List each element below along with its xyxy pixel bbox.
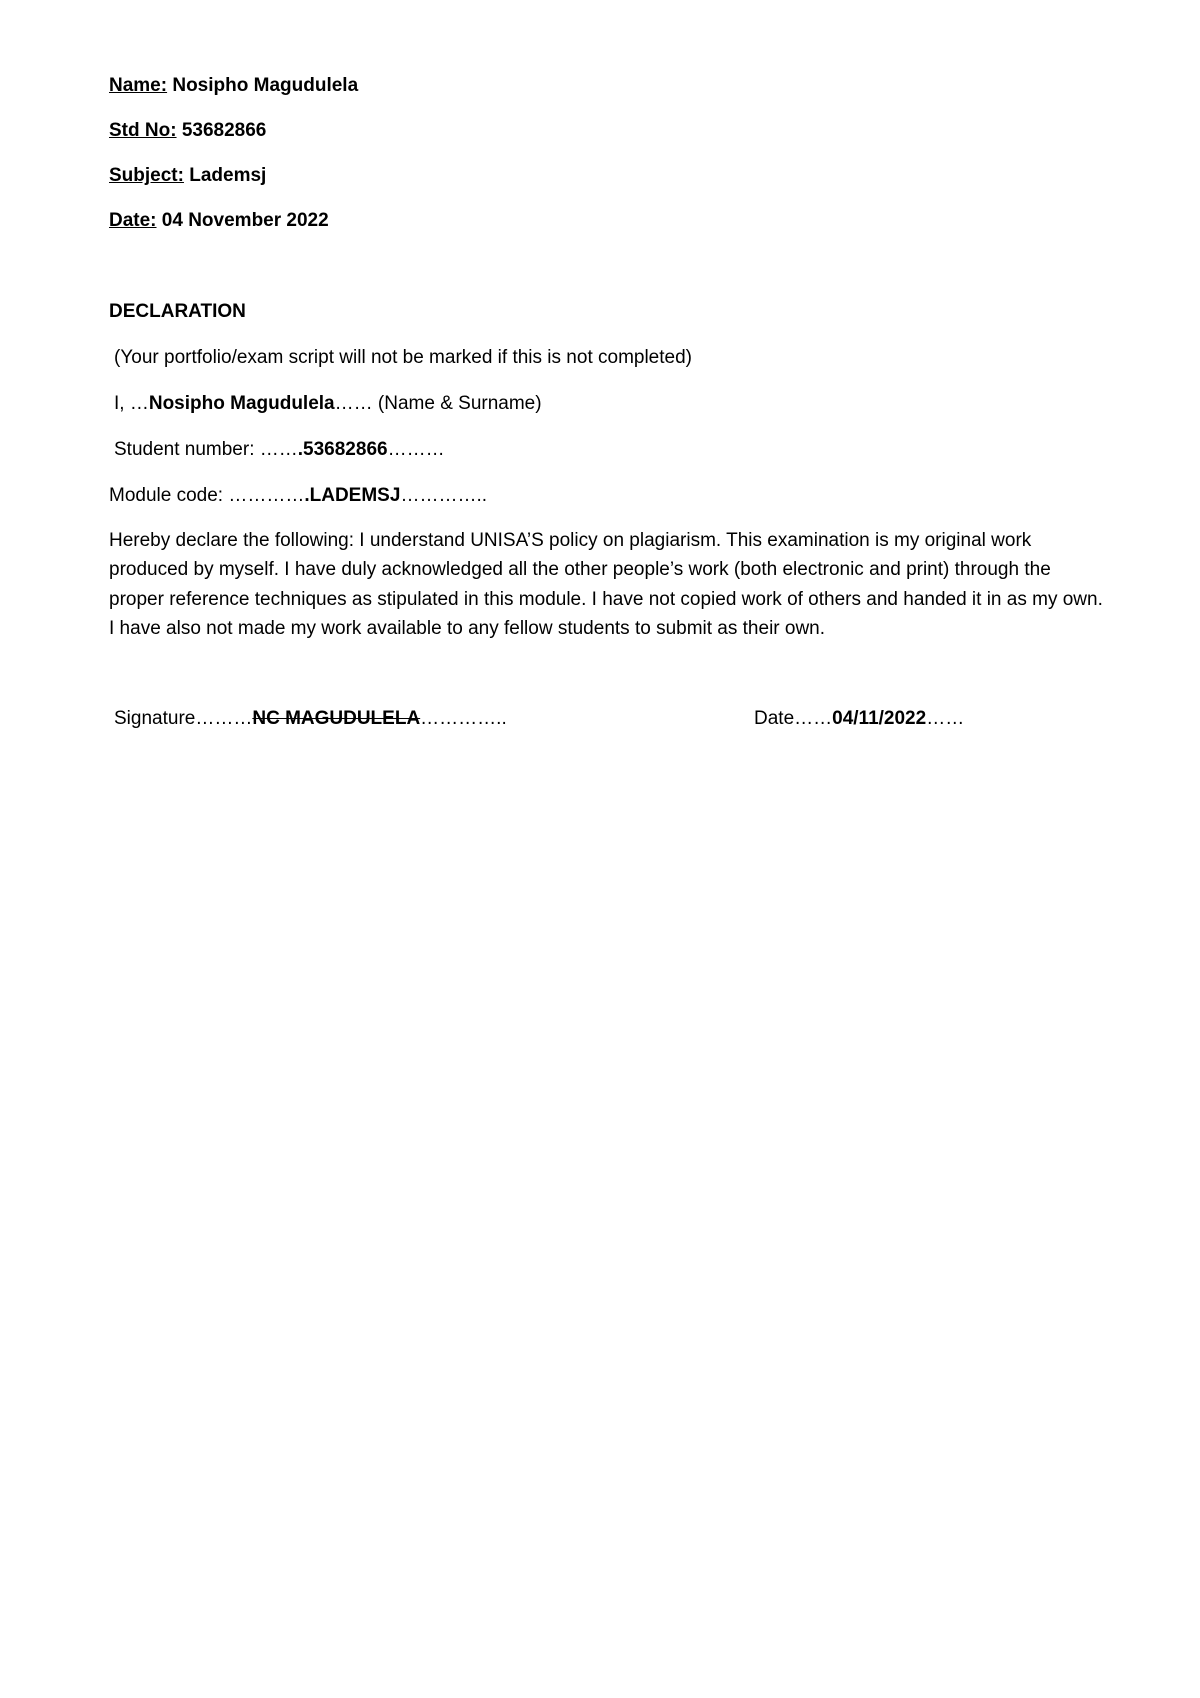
subject-value: Lademsj bbox=[189, 165, 267, 186]
signature-date-line bbox=[754, 707, 964, 731]
std-no-value: 53682866 bbox=[181, 120, 267, 141]
name-suffix: …… (Name & Surname) bbox=[334, 393, 542, 414]
declaration-note: (Your portfolio/exam script will not be marked if this is not completed) bbox=[114, 347, 692, 368]
module-code-value: .LADEMSJ bbox=[304, 485, 401, 506]
student-number-suffix: ……… bbox=[387, 439, 445, 460]
declaration-title: DECLARATION bbox=[109, 301, 246, 322]
student-number-prefix: Student number: …… bbox=[114, 439, 298, 460]
declaration-body: Hereby declare the following: I understand UNISA’S policy on plagiarism. This examination is my original work produced by myself. I have duly acknowledged all the other people’s work (both electronic and print) through the proper reference techniques as stipulated in this module. I have not copied work of others and handed it in as my own. I have also not made my work available to any fellow students to submit as their own. bbox=[109, 530, 1103, 639]
subject-line bbox=[109, 164, 266, 188]
name-label: Name: bbox=[109, 75, 168, 96]
signature-date-value: 04/11/2022 bbox=[832, 708, 927, 729]
module-code-suffix: ………….. bbox=[400, 485, 487, 506]
date-line bbox=[109, 209, 329, 233]
signature-prefix: Signature……… bbox=[114, 708, 253, 729]
module-code-line bbox=[109, 484, 487, 508]
signature-line bbox=[114, 707, 507, 731]
name-prefix: I, … bbox=[114, 393, 149, 414]
std-no-label: Std No: bbox=[109, 120, 177, 141]
signature-suffix: ………….. bbox=[420, 708, 507, 729]
subject-label: Subject: bbox=[109, 165, 184, 186]
date-value: 04 November 2022 bbox=[161, 210, 329, 231]
module-code-prefix: Module code: ………… bbox=[109, 485, 305, 506]
signature-value: NC MAGUDULELA bbox=[252, 708, 421, 729]
signature-date-suffix: …… bbox=[926, 708, 965, 729]
student-number-value: .53682866 bbox=[297, 439, 388, 460]
name-line bbox=[109, 74, 358, 98]
std-no-line bbox=[109, 119, 266, 143]
date-label: Date: bbox=[109, 210, 157, 231]
declarant-name: Nosipho Magudulela bbox=[148, 393, 335, 414]
name-surname-line bbox=[114, 392, 542, 416]
student-number-line bbox=[114, 438, 445, 462]
signature-date-prefix: Date…… bbox=[754, 708, 833, 729]
name-value: Nosipho Magudulela bbox=[172, 75, 359, 96]
